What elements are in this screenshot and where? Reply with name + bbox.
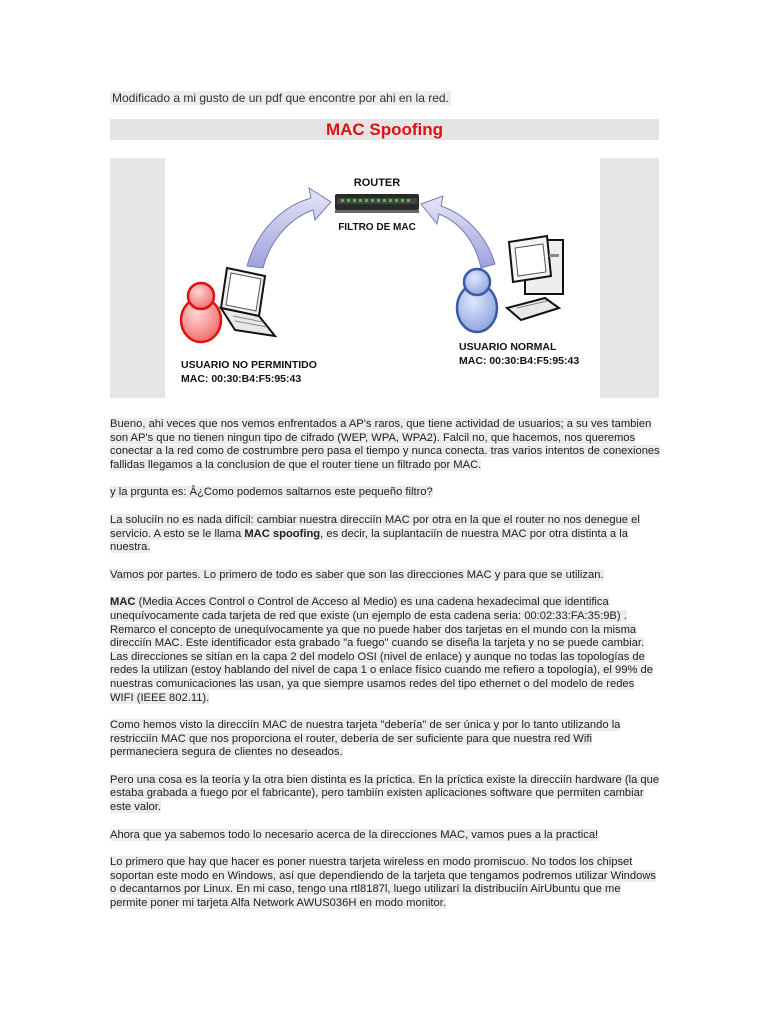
normal-user-icon (457, 269, 497, 332)
mac-filter-label: FILTRO DE MAC (338, 222, 416, 233)
paragraph-text: Como hemos visto la direcciín MAC de nuestra tarjeta "debería" de ser única y por lo tanto utilizando la restricciín MAC que nos proporciona el router, debería de ser suficiente para que nuestra red Wifi permaneciera segura de clientes no deseados. (110, 719, 621, 759)
normal-user-label: USUARIO NORMAL (459, 341, 557, 353)
paragraph-solution (110, 514, 660, 555)
paragraph-text: direcciín MAC. Este identificador esta grabado "a fuego" cuando se diseña la tarjeta y no se puede cambiar. Las direcciones se sitían en la capa 2 del modelo OSI (nivel de enlace) y aunque no todas las topologías de redes la utilizan (estoy hablando del nivel de capa 1 o enlace físico cuando me refiero a topología), el 99% de nuestras comunicaciones las usan, ya que siempre usamos redes del tipo ethernet o del modelo de redes WIFI (IEEE 802.11). (110, 637, 653, 704)
page-title: MAC Spoofing (325, 120, 444, 139)
desktop-computer-icon (507, 236, 563, 320)
paragraph-theory (110, 774, 660, 815)
paragraph-practice (110, 829, 660, 843)
blocked-user-icon (181, 283, 221, 342)
paragraph-text: Vamos por partes. Lo primero de todo es saber que son las direcciones MAC y para que se utilizan. (110, 568, 604, 581)
left-arrow (247, 188, 331, 268)
paragraph-text: este valor. (110, 801, 161, 814)
paragraph-text: , es decir, la suplantaciín de nuestra MAC por otra distinta a la nuestra. (110, 527, 628, 554)
paragraph-text: Lo primero que hay que hacer es poner nuestra tarjeta wireless en modo promiscuo. No todos los chipset soportan este modo en Windows, así que dependiendo de la tarjeta que tengamos podremos utilizar Windows o decantarnos por Linux. En mi caso, tengo una rtl8187l, luego utilizarí la distribuciín AirUbuntu que me permite poner mi tarjeta Alfa Network AWUS036H en modo monitor. (110, 856, 657, 910)
blocked-user-mac: MAC: 00:30:B4:F5:95:43 (181, 373, 302, 385)
mac-spoofing-diagram (165, 158, 600, 398)
right-arrow (421, 196, 495, 268)
mac-term: MAC (110, 596, 136, 609)
intro-text: Modificado a mi gusto de un pdf que encontre por ahi en la red. (112, 91, 449, 105)
router-icon (335, 194, 419, 213)
paragraph-promiscuous (110, 856, 660, 910)
paragraph-intro (110, 418, 660, 472)
laptop-icon (221, 268, 275, 336)
paragraph-text: Ahora que ya sabemos todo lo necesario acerca de la direcciones MAC, vamos pues a la practica! (110, 828, 599, 841)
paragraph-restriction (110, 719, 660, 760)
paragraph-text: Pero una cosa es la teoría y la otra bien distinta es la príctica. En la príctica existe la direcciín hardware (la que estaba grabada a fuego por el fabricante), pero tambiín existen aplicaciones software que permiten cambiar (110, 773, 660, 800)
paragraph-text: y la prgunta es: Â¿Como podemos saltarnos este pequeño filtro? (110, 486, 433, 499)
mac-spoofing-term: MAC spoofing (244, 527, 321, 540)
blocked-user-label: USUARIO NO PERMINTIDO (181, 359, 317, 371)
paragraph-text: La soluciín no es nada difícil: cambiar nuestra direcciín MAC por otra en la que el router no nos denegue el (110, 513, 640, 526)
normal-user-mac: MAC: 00:30:B4:F5:95:43 (459, 355, 580, 367)
diagram-right-margin (600, 158, 659, 398)
router-label: ROUTER (353, 177, 401, 189)
paragraph-text: Bueno, ahi veces que nos vemos enfrentados a AP's raros, que tiene actividad de usuarios; a su ves tambien son AP's que no tienen ningun tipo de cifrado (WEP, WPA, WPA2). Falcil no, que hacemos, nos queremos conectar a la red como de costrumbre pero pasa el tiempo y nunca conecta. tras varios intentos de conexiones fallidas llegamos a la conclusion de que el router tiene un filtrado por MAC. (110, 418, 660, 471)
title-bar (110, 119, 659, 140)
article-body (110, 418, 660, 925)
diagram-left-margin (110, 158, 165, 398)
paragraph-parts (110, 569, 660, 583)
paragraph-mac-definition (110, 596, 660, 705)
paragraph-question (110, 486, 660, 500)
paragraph-text: (Media Acces Control o Control de Acceso al Medio) es una cadena hexadecimal que identifica unequívocamente cada tarjeta de red que existe (un ejemplo de esta cadena seria: 00:02:33:FA:35:9B) . Remarco el concepto de unequívocamente ya que no puede haber dos tarjetas en el mundo con la misma (110, 596, 637, 636)
paragraph-text: servicio. A esto se le llama (110, 527, 245, 540)
